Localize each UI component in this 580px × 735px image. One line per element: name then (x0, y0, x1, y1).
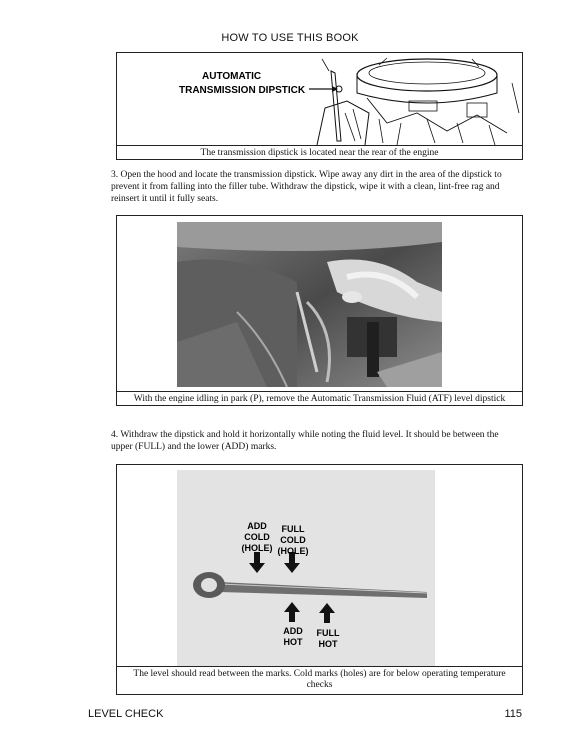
step-4-text: 4. Withdraw the dipstick and hold it horizontally while noting the fluid level. It should be between the upper (FULL) and the lower (ADD) marks. (111, 430, 499, 452)
figure-dipstick-location (116, 52, 523, 160)
full-cold-label-1: FULL (281, 524, 305, 534)
figure-caption: The level should read between the marks. Cold marks (holes) are for below operating temperature checks (117, 666, 522, 691)
add-hot-label-1: ADD (283, 626, 303, 636)
step-3-text: 3. Open the hood and locate the transmission dipstick. Wipe away any dirt in the area of the dipstick to prevent it from falling into the filler tube. Withdraw the dipstick, wipe it with a clean, lint-free rag and reinsert it until it fully seats. (111, 170, 502, 204)
add-hot-label-2: HOT (283, 637, 303, 647)
figure-caption: The transmission dipstick is located near the rear of the engine (117, 145, 522, 159)
figure-dipstick-marks (116, 464, 523, 695)
footer-section-title: LEVEL CHECK (88, 708, 164, 720)
full-hot-label-1: FULL (316, 628, 340, 638)
full-cold-label-3: (HOLE) (277, 546, 309, 556)
add-cold-label-1: ADD (247, 521, 267, 531)
add-cold-label-3: (HOLE) (241, 543, 273, 553)
engine-bay-photo (177, 222, 442, 387)
figure-label-line1: AUTOMATIC (202, 71, 262, 82)
figure-label-line2: TRANSMISSION DIPSTICK (179, 85, 306, 96)
figure-caption: With the engine idling in park (P), remove the Automatic Transmission Fluid (ATF) level dipstick (117, 391, 522, 405)
engine-line-drawing (117, 53, 522, 145)
full-cold-label-2: COLD (280, 535, 306, 545)
dipstick-photo (177, 470, 435, 666)
page-number: 115 (504, 708, 522, 720)
add-cold-label-2: COLD (244, 532, 270, 542)
full-hot-label-2: HOT (318, 639, 338, 649)
figure-engine-photo (116, 215, 523, 406)
page-header: HOW TO USE THIS BOOK (221, 32, 359, 44)
